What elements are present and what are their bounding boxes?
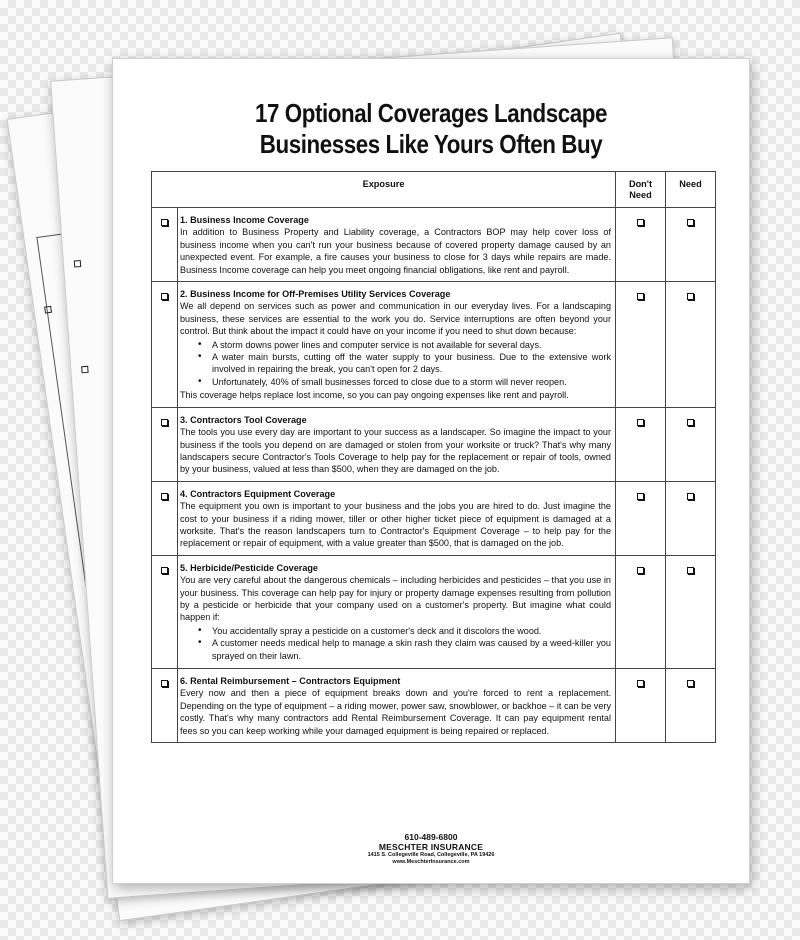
list-item: • Unfortunately, 40% of small businesses forced to close due to a storm will never reopen.: [180, 376, 611, 388]
exposure-description: [178, 282, 616, 408]
coverage-text: In addition to Business Property and Liability coverage, a Contractors BOP may help cover loss of business income when you can't run your business because of covered property damage caused by an unexpected event. For example, a fire causes your business to close for 3 days while repairs are made. Business Income coverage can help you meet ongoing financial obligations, like rent and payroll.: [180, 227, 611, 275]
need-checkbox-cell: [666, 555, 716, 668]
exposure-checkbox[interactable]: [161, 293, 168, 300]
coverage-bullet-list: [180, 339, 611, 389]
exposure-checkbox-cell: [152, 555, 178, 668]
footer-phone: 610-489-6800: [404, 832, 458, 842]
need-checkbox-cell: [666, 282, 716, 408]
dont-need-checkbox[interactable]: [637, 493, 644, 500]
footer-company: MESCHTER INSURANCE: [378, 842, 484, 852]
coverage-heading: 5. Herbicide/Pesticide Coverage: [180, 562, 318, 573]
footer-website: www.MeschterInsurance.com: [392, 859, 470, 865]
coverage-heading: 6. Rental Reimbursement – Contractors Equipment: [180, 676, 401, 686]
need-checkbox[interactable]: [687, 293, 694, 300]
list-item: • A customer needs medical help to manage a skin rash they claim was caused by a weed-killer you sprayed on their lawn.: [180, 637, 611, 662]
exposure-checkbox[interactable]: [161, 567, 168, 574]
need-checkbox-cell: [666, 208, 716, 282]
need-checkbox-cell: [666, 481, 716, 555]
exposure-checkbox[interactable]: [161, 680, 168, 687]
exposure-checkbox-cell: [152, 208, 178, 282]
dont-need-checkbox-cell: [616, 208, 666, 282]
coverage-bullet-list: [180, 625, 611, 662]
list-item: • You accidentally spray a pesticide on a customer's deck and it discolors the wood.: [180, 625, 611, 637]
dont-need-checkbox-cell: [616, 555, 666, 668]
exposure-checkbox[interactable]: [161, 419, 168, 426]
need-checkbox[interactable]: [687, 567, 694, 574]
dont-need-checkbox[interactable]: [637, 219, 644, 226]
dont-need-checkbox-cell: [616, 481, 666, 555]
footer-address: 1415 S. Collegeville Road, Collegeville, PA 19426: [367, 852, 495, 858]
coverage-row: [152, 669, 716, 743]
dont-need-checkbox-cell: [616, 407, 666, 481]
dont-need-checkbox-cell: [616, 282, 666, 408]
need-checkbox[interactable]: [687, 680, 694, 687]
exposure-description: [178, 481, 616, 555]
exposure-description: [178, 555, 616, 668]
background-checkbox-icon: [44, 306, 52, 314]
coverage-row: [152, 208, 716, 282]
coverage-text: We all depend on services such as power and communication in our everyday lives. For a landscaping business, these services are essential to the work you do. Service interruptions are often beyond your control. But think about the impact it could have on your income if you need to shut down because:: [180, 301, 611, 337]
page-title-line-2: Businesses Like Yours Often Buy: [259, 129, 603, 159]
list-item: • A storm downs power lines and computer service is not available for several days.: [180, 339, 611, 351]
coverage-heading: 2. Business Income for Off-Premises Utility Services Coverage: [180, 289, 451, 300]
coverage-heading: 3. Contractors Tool Coverage: [180, 414, 307, 425]
exposure-checkbox-cell: [152, 481, 178, 555]
dont-need-checkbox-cell: [616, 669, 666, 743]
coverage-row: [152, 555, 716, 668]
column-header-dont-need: Don't Need: [616, 172, 666, 208]
exposure-description: [178, 208, 616, 282]
exposure-checkbox[interactable]: [161, 219, 168, 226]
need-checkbox-cell: [666, 407, 716, 481]
column-header-exposure: Exposure: [152, 172, 616, 208]
exposure-checkbox-cell: [152, 669, 178, 743]
exposure-checkbox-cell: [152, 407, 178, 481]
coverage-table: [151, 171, 716, 743]
exposure-checkbox[interactable]: [161, 493, 168, 500]
coverage-text: You are very careful about the dangerous chemicals – including herbicides and pesticides – that you use in your business. This coverage can help pay for injury or property damage expenses resulting from pollution by a pesticide or herbicide that your company used on a customer's property. But imagine what could happen if:: [180, 575, 611, 623]
need-checkbox-cell: [666, 669, 716, 743]
exposure-description: [178, 669, 616, 743]
coverage-closing-text: This coverage helps replace lost income, so you can pay ongoing expenses like rent and payroll.: [180, 390, 569, 401]
need-checkbox[interactable]: [687, 493, 694, 500]
coverage-heading: 1. Business Income Coverage: [180, 215, 309, 225]
column-header-need: Need: [666, 172, 716, 208]
page-title-line-1: 17 Optional Coverages Landscape: [254, 98, 608, 128]
dont-need-checkbox[interactable]: [637, 419, 644, 426]
coverage-text: The equipment you own is important to your business and the jobs you are hired to do. Just imagine the cost to your business if a riding mower, tiller or other higher ticket piece of equipment is damaged at a worksite. That's the reason landscapers turn to Contractor's Equipment Coverage – to help pay for the replacement or repair of equipment, with a value greater than $500, that is damaged on the job.: [180, 501, 611, 549]
background-checkbox-icon: [74, 260, 81, 267]
dont-need-checkbox[interactable]: [637, 293, 644, 300]
coverage-row: [152, 282, 716, 408]
coverage-row: [152, 407, 716, 481]
need-checkbox[interactable]: [687, 219, 694, 226]
dont-need-checkbox[interactable]: [637, 567, 644, 574]
dont-need-checkbox[interactable]: [637, 680, 644, 687]
coverage-text: Every now and then a piece of equipment breaks down and you're forced to rent a replacement. Depending on the type of equipment – a riding mower, power saw, snowblower, or backhoe – it can be very costly. That's why many contractors add Rental Reimbursement Coverage. It can pay equipment rental fees so you can keep working while your damaged equipment is being repaired or replaced.: [180, 688, 611, 736]
table-header-row: [152, 172, 716, 208]
exposure-checkbox-cell: [152, 282, 178, 408]
background-checkbox-icon: [81, 366, 88, 373]
need-checkbox[interactable]: [687, 419, 694, 426]
list-item: • A water main bursts, cutting off the water supply to your business. Due to the extensive work involved in repairing the break, you can't open for 2 days.: [180, 351, 611, 376]
coverage-row: [152, 481, 716, 555]
document-page: [112, 58, 750, 884]
coverage-heading: 4. Contractors Equipment Coverage: [180, 488, 336, 499]
coverage-text: The tools you use every day are important to your success as a landscaper. So imagine the impact to your business if the tools you depend on are damaged or stolen from your worksite or truck? That's why many landscapers secure Contractor's Tools Coverage to help pay for the replacement or repair of tools, owned by your business, valued at less than $500, when they are damaged on the job.: [180, 427, 611, 475]
exposure-description: [178, 407, 616, 481]
